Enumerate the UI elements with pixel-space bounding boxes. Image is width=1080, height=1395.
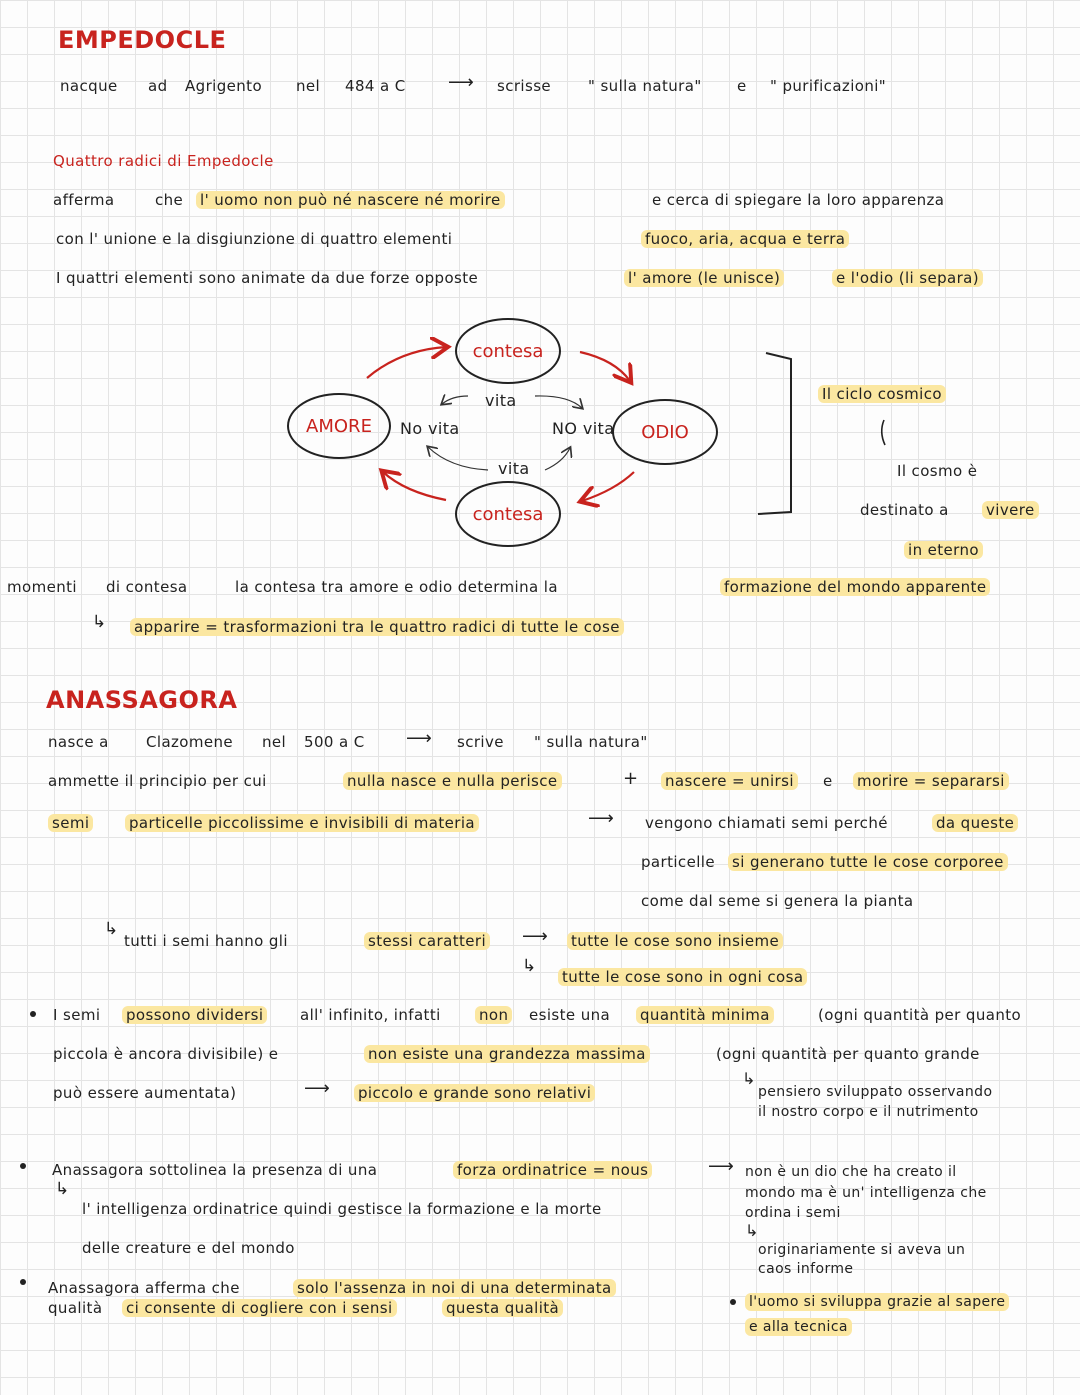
semi-chiamati: vengono chiamati semi perché [645,814,888,832]
nous-r2: mondo ma è un' intelligenza che [745,1185,987,1201]
momenti-a: momenti [7,578,77,596]
semi-da-queste: da queste [932,814,1018,832]
arrow-inner-top-left [442,396,468,404]
inf-l1c: all' infinito, infatti [300,1006,441,1024]
hook-arrow-icon: ↳ [92,612,107,632]
inf-l1e: esiste una [529,1006,611,1024]
side-ciclo-text: Il ciclo cosmico [818,385,946,403]
principio-c: nascere = unirsi [661,772,798,790]
bullet-uomo [730,1299,736,1305]
inf-l1d: non [475,1006,512,1024]
momenti-d: formazione del mondo apparente [720,578,990,596]
caratteri-arrow-icon: ⟶ [522,926,549,947]
side-vivere: vivere [982,501,1039,519]
arrow-right-icon: ⟶ [448,72,475,93]
side-destinato: destinato a [860,501,949,519]
node-contesa-bottom: contesa [455,481,561,547]
arrow-contesa-to-odio [580,352,630,381]
line1-che: che [155,191,184,209]
line3-odio: e l'odio (li separa) [832,269,983,287]
semi-label: semi [48,814,93,832]
empedocle-title: EMPEDOCLE [58,26,227,54]
line2-text: con l' unione e la disgiunzione di quattro elementi [56,230,453,248]
caratteri-hook2-icon: ↳ [522,956,537,976]
inf-hook-icon: ↳ [742,1069,756,1088]
semi-def: particelle piccolissime e invisibili di materia [125,814,479,832]
caratteri-b: stessi caratteri [364,932,490,950]
inf-l1b: possono dividersi [122,1006,267,1024]
inf-l3b: piccolo e grande sono relativi [354,1084,595,1102]
an-scrive: scrive [457,733,504,751]
node-amore: AMORE [287,393,391,459]
label-no-vita-left: No vita [400,419,460,438]
down-arrow-ciclo [882,420,885,445]
arrow-inner-bottom-right [545,448,570,470]
arrow-contesa-to-amore [383,472,446,500]
inf-l1a: I semi [53,1006,101,1024]
intro-ad: ad [148,77,168,95]
inf-l1f: quantità minima [636,1006,774,1024]
semi-come: come dal seme si genera la pianta [641,892,914,910]
an-nasce: nasce a [48,733,109,751]
qual-c: qualità [48,1299,103,1317]
nous-r4: originariamente si aveva un [758,1242,966,1258]
node-contesa-top: contesa [455,318,561,384]
side-cosmo: Il cosmo è [897,462,978,480]
intro-nacque: nacque [60,77,118,95]
qual-g: e alla tecnica [745,1318,852,1336]
label-vita-bottom: vita [498,459,530,478]
line1-afferma: afferma [53,191,115,209]
bracket [758,353,791,514]
bullet-infinito [30,1011,36,1017]
label-no-vita-right: NO vita [552,419,615,438]
nous-c: l' intelligenza ordinatrice quindi gestisce la formazione e la morte [82,1200,602,1218]
inf-pensiero2: il nostro corpo e il nutrimento [758,1104,979,1120]
caratteri-d: tutte le cose sono in ogni cosa [558,968,807,986]
line1-rest: e cerca di spiegare la loro apparenza [652,191,945,209]
inf-l2c: (ogni quantità per quanto grande [716,1045,980,1063]
an-arrow-icon: ⟶ [406,728,433,749]
an-book: " sulla natura" [534,733,648,751]
nous-arrow-icon: ⟶ [708,1156,735,1177]
arrow-amore-to-contesa [367,347,446,378]
momenti-e: apparire = trasformazioni tra le quattro radici di tutte le cose [130,618,624,636]
intro-book1: " sulla natura" [588,77,702,95]
inf-l3a: può essere aumentata) [53,1084,237,1102]
momenti-c: la contesa tra amore e odio determina la [235,578,558,596]
an-date: 500 a C [304,733,365,751]
qual-d: ci consente di cogliere con i sensi [122,1299,397,1317]
inf-l2b: non esiste una grandezza massima [364,1045,650,1063]
line3-amore: l' amore (le unisce) [624,269,784,287]
qual-e: questa qualità [442,1299,563,1317]
nous-r5: caos informe [758,1261,854,1277]
caratteri-a: tutti i semi hanno gli [124,932,288,950]
principio-e: e [823,772,833,790]
momenti-b: di contesa [106,578,188,596]
intro-scrisse: scrisse [497,77,552,95]
qual-f: l'uomo si sviluppa grazie al sapere [745,1293,1009,1311]
nous-r3: ordina i semi [745,1205,841,1221]
side-ciclo [818,385,946,403]
nous-hook-icon: ↳ [55,1179,70,1199]
arrow-inner-bottom-left [428,447,488,470]
nous-b: forza ordinatrice = nous [453,1161,652,1179]
intro-book2: " purificazioni" [770,77,887,95]
anassagora-title: ANASSAGORA [46,686,238,714]
bullet-nous [20,1163,26,1169]
caratteri-c: tutte le cose sono insieme [567,932,783,950]
line2-elements: fuoco, aria, acqua e terra [641,230,849,248]
qual-a: Anassagora afferma che [48,1279,240,1297]
qual-b: solo l'assenza in noi di una determinata [293,1279,616,1297]
principio-plus: + [623,768,639,789]
caratteri-hook-icon: ↳ [104,919,119,939]
section-title-radici: Quattro radici di Empedocle [53,152,274,170]
nous-hook2-icon: ↳ [745,1221,759,1240]
semi-particelle: particelle [641,853,715,871]
nous-r1: non è un dio che ha creato il [745,1164,957,1180]
inf-l2a: piccola è ancora divisibile) e [53,1045,279,1063]
intro-nel: nel [296,77,321,95]
an-city: Clazomene [146,733,234,751]
arrow-inner-top-right [535,396,582,408]
intro-date: 484 a C [345,77,406,95]
label-vita-top: vita [485,391,517,410]
inf-l1g: (ogni quantità per quanto [818,1006,1022,1024]
an-nel: nel [262,733,287,751]
side-eterno: in eterno [904,541,983,559]
node-odio: ODIO [612,399,718,465]
inf-pensiero1: pensiero sviluppato osservando [758,1084,993,1100]
inf-arrow-icon: ⟶ [304,1078,331,1099]
principio-d: morire = separarsi [853,772,1009,790]
line3-text: I quattri elementi sono animate da due forze opposte [56,269,479,287]
nous-a: Anassagora sottolinea la presenza di una [52,1161,378,1179]
principio-a: ammette il principio per cui [48,772,267,790]
semi-arrow-icon: ⟶ [588,808,615,829]
semi-si-generano: si generano tutte le cose corporee [728,853,1008,871]
bullet-qualita [20,1279,26,1285]
arrow-odio-to-contesa [582,472,634,501]
principio-b: nulla nasce e nulla perisce [343,772,562,790]
line1-highlight: l' uomo non può né nascere né morire [196,191,505,209]
intro-e: e [737,77,747,95]
nous-d: delle creature e del mondo [82,1239,295,1257]
intro-agrigento: Agrigento [185,77,263,95]
